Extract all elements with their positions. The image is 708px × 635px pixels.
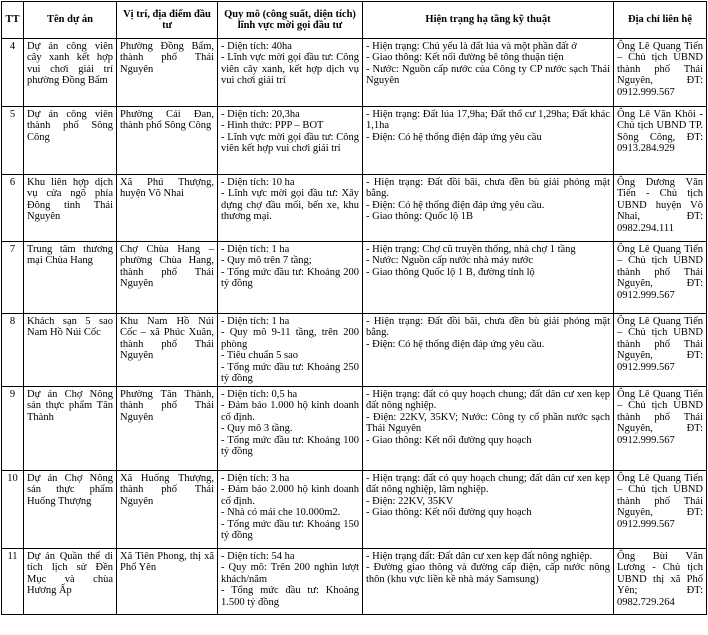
project-scale bbox=[218, 549, 363, 615]
table-row bbox=[2, 387, 707, 471]
row-number: 4 bbox=[2, 39, 24, 107]
header-scale: Quy mô (công suất, diện tích) lĩnh vực mời gọi đầu tư bbox=[218, 2, 363, 39]
project-contact: Ông Lê Quang Tiến – Chủ tịch UBND thành phố Thái Nguyên, ĐT: 0912.999.567 bbox=[614, 471, 707, 549]
project-name: Dự án công viên thành phố Sông Công bbox=[24, 107, 117, 175]
infra-line: - Điện: 22KV, 35KV bbox=[366, 495, 454, 507]
row-number: 11 bbox=[2, 549, 24, 615]
scale-line: - Tổng mức đầu tư: Khoảng 100 tỷ đồng bbox=[221, 434, 359, 458]
header-location: Vị trí, địa điểm đầu tư bbox=[117, 2, 218, 39]
project-contact: Ông Lê Quang Tiến – Chủ tịch UBND thành phố Thái Nguyên, ĐT: 0912.999.567 bbox=[614, 39, 707, 107]
scale-line: - Diện tích: 40ha bbox=[221, 41, 292, 52]
project-name: Dự án Chợ Nông sản thực phẩm Tân Thành bbox=[24, 387, 117, 471]
table-row bbox=[2, 39, 707, 107]
header-contact: Địa chỉ liên hệ bbox=[614, 2, 707, 39]
project-name: Dự án Quần thể di tích lịch sử Đền Mục và chùa Hương Ấp bbox=[24, 549, 117, 615]
project-name: Dự án công viên cây xanh kết hợp vui chơi giải trí phường Đồng Bẩm bbox=[24, 39, 117, 107]
infra-line: - Đường giao thông và đường cấp điện, cấp nước nông thôn (khu vực liền kề nhà máy Samsung) bbox=[366, 562, 610, 585]
infra-line: - Hiện trạng đất: Đất dân cư xen kẹp đất nông nghiệp. bbox=[366, 551, 593, 562]
infra-line: - Điện: Có hệ thống điện đáp ứng yêu cầu. bbox=[366, 338, 545, 350]
scale-line: - Đảm bảo 1.000 hộ kinh doanh cố định. bbox=[221, 400, 359, 423]
project-infra bbox=[363, 471, 614, 549]
infra-line: - Hiện trạng: Chợ cũ truyền thống, nhà chợ 1 tầng bbox=[366, 244, 576, 255]
scale-line: - Lĩnh vực mời gọi đầu tư: Xây dựng chợ đầu mối, bến xe, khu thương mại. bbox=[221, 188, 359, 223]
scale-line: - Diện tích: 54 ha bbox=[221, 551, 295, 562]
project-location: Xã Tiên Phong, thị xã Phổ Yên bbox=[117, 549, 218, 615]
project-contact: Ông Lê Văn Khôi - Chủ tịch UBND TP. Sông Công, ĐT: 0913.284.929 bbox=[614, 107, 707, 175]
projects-table bbox=[1, 1, 707, 615]
project-scale bbox=[218, 242, 363, 314]
infra-line: - Hiện trạng: Chủ yếu là đất lúa và một phần đất ở bbox=[366, 41, 577, 52]
infra-line: - Nước: Nguồn cấp nước nhà máy nước bbox=[366, 255, 533, 267]
infra-line: - Hiện trạng: Đất đồi bãi, chưa đền bù giải phóng mặt bằng. bbox=[366, 177, 610, 200]
infra-line: - Nước: Nguồn cấp nước của Công ty CP nước sạch Thái Nguyên bbox=[366, 63, 610, 87]
scale-line: - Quy mô: Trên 200 nghìn lượt khách/năm bbox=[221, 562, 359, 585]
scale-line: - Diện tích: 10 ha bbox=[221, 177, 295, 188]
project-location: Khu Nam Hồ Núi Cốc – xã Phúc Xuân, thành phố Thái Nguyên bbox=[117, 314, 218, 387]
scale-line: - Đảm bảo 2.000 hộ kinh doanh cố định. bbox=[221, 484, 359, 507]
project-infra bbox=[363, 175, 614, 242]
row-number: 10 bbox=[2, 471, 24, 549]
scale-line: - Diện tích: 20,3ha bbox=[221, 109, 300, 120]
header-name: Tên dự án bbox=[24, 2, 117, 39]
scale-line: - Tổng mức đầu tư: Khoảng 250 tỷ đồng bbox=[221, 361, 359, 385]
infra-line: - Điện: Có hệ thống điện đáp ứng yêu cầu bbox=[366, 131, 542, 143]
row-number: 7 bbox=[2, 242, 24, 314]
table-row bbox=[2, 107, 707, 175]
row-number: 5 bbox=[2, 107, 24, 175]
project-contact: Ông Bùi Văn Lương - Chủ tịch UBND thị xã Phổ Yên; ĐT: 0982.729.264 bbox=[614, 549, 707, 615]
scale-line: - Quy mô 3 tầng. bbox=[221, 423, 293, 435]
project-scale bbox=[218, 314, 363, 387]
header-tt: TT bbox=[2, 2, 24, 39]
scale-line: - Tiêu chuẩn 5 sao bbox=[221, 350, 298, 362]
infra-line: - Giao thông: Quốc lộ 1B bbox=[366, 211, 474, 223]
project-contact: Ông Lê Quang Tiến – Chủ tịch UBND thành phố Thái Nguyên, ĐT: 0912.999.567 bbox=[614, 387, 707, 471]
project-infra bbox=[363, 314, 614, 387]
scale-line: - Quy mô 9-11 tầng, trên 200 phòng bbox=[221, 327, 359, 350]
project-infra bbox=[363, 242, 614, 314]
header-row bbox=[2, 2, 707, 39]
scale-line: - Quy mô trên 7 tầng; bbox=[221, 255, 312, 267]
project-name: Khách sạn 5 sao Nam Hồ Núi Cốc bbox=[24, 314, 117, 387]
table-row bbox=[2, 471, 707, 549]
project-location: Xã Phú Thượng, huyện Võ Nhai bbox=[117, 175, 218, 242]
infra-line: - Hiện trạng: Đất đồi bãi, chưa đền bù giải phóng mặt bằng. bbox=[366, 316, 610, 339]
project-location: Chợ Chùa Hang – phường Chùa Hang, thành phố Thái Nguyên bbox=[117, 242, 218, 314]
project-name: Trung tâm thương mại Chùa Hang bbox=[24, 242, 117, 314]
infra-line: - Giao thông: Kết nối đường quy hoạch bbox=[366, 507, 532, 519]
project-location: Phường Tân Thành, thành phố Thái Nguyên bbox=[117, 387, 218, 471]
project-scale bbox=[218, 107, 363, 175]
project-location: Xã Huống Thượng, thành phố Thái Nguyên bbox=[117, 471, 218, 549]
project-name: Khu liên hợp dịch vụ cửa ngõ phía Đông tỉnh Thái Nguyên bbox=[24, 175, 117, 242]
project-infra bbox=[363, 39, 614, 107]
project-contact: Ông Dương Văn Tiến - Chủ tịch UBND huyện Võ Nhai, ĐT: 0982.294.111 bbox=[614, 175, 707, 242]
infra-line: - Hiện trạng: đất có quy hoạch chung; đất dân cư xen kẹp đất nông nghiệp. bbox=[366, 389, 610, 412]
project-contact: Ông Lê Quang Tiến – Chủ tịch UBND thành phố Thái Nguyên, ĐT: 0912.999.567 bbox=[614, 314, 707, 387]
scale-line: - Diện tích: 1 ha bbox=[221, 316, 290, 327]
infra-line: - Giao thông: Kết nối đường bê tông thuận tiện bbox=[366, 52, 564, 64]
row-number: 9 bbox=[2, 387, 24, 471]
scale-line: - Diện tích: 0,5 ha bbox=[221, 389, 298, 400]
scale-line: - Tổng mức đầu tư: Khoảng 150 tỷ đồng bbox=[221, 518, 359, 542]
project-scale bbox=[218, 471, 363, 549]
scale-line: - Diện tích: 3 ha bbox=[221, 473, 290, 484]
scale-line: - Tổng mức đầu tư: Khoảng 200 tỷ đồng bbox=[221, 266, 359, 290]
project-name: Dự án Chợ Nông sản thực phẩm Huống Thượng bbox=[24, 471, 117, 549]
infra-line: - Điện: 22KV, 35KV; Nước: Công ty cổ phần nước sạch Thái Nguyên bbox=[366, 411, 610, 435]
project-scale bbox=[218, 175, 363, 242]
scale-line: - Lĩnh vực mời gọi đầu tư: Công viên cây xanh, kết hợp dịch vụ vui chơi giải trí bbox=[221, 52, 359, 87]
project-contact: Ông Lê Quang Tiến – Chủ tịch UBND thành phố Thái Nguyên, ĐT: 0912.999.567 bbox=[614, 242, 707, 314]
infra-line: - Điện: Có hệ thống điện đáp ứng yêu cầu. bbox=[366, 199, 545, 211]
scale-line: - Hình thức: PPP – BOT bbox=[221, 120, 324, 132]
scale-line: - Diện tích: 1 ha bbox=[221, 244, 290, 255]
infra-line: - Giao thông Quốc lộ 1 B, đường tỉnh lộ bbox=[366, 266, 535, 278]
table-row bbox=[2, 242, 707, 314]
scale-line: - Tổng mức đầu tư: Khoảng 1.500 tỷ đồng bbox=[221, 585, 359, 608]
infra-line: - Hiện trạng: đất có quy hoạch chung; đất dân cư xen kẹp đất nông nghiệp, lâm nghiệp. bbox=[366, 473, 610, 496]
row-number: 8 bbox=[2, 314, 24, 387]
project-scale bbox=[218, 39, 363, 107]
project-scale bbox=[218, 387, 363, 471]
header-infra: Hiện trạng hạ tầng kỹ thuật bbox=[363, 2, 614, 39]
project-infra bbox=[363, 387, 614, 471]
table-row bbox=[2, 549, 707, 615]
project-infra bbox=[363, 107, 614, 175]
infra-line: - Hiện trạng: Đất lúa 17,9ha; Đất thổ cư 1,29ha; Đất khác 1,1ha bbox=[366, 109, 610, 132]
scale-line: - Lĩnh vực mời gọi đầu tư: Công viên kết hợp vui chơi giải trí bbox=[221, 131, 359, 155]
table-row bbox=[2, 175, 707, 242]
project-location: Phường Đồng Bẩm, thành phố Thái Nguyên bbox=[117, 39, 218, 107]
scale-line: - Nhà có mái che 10.000m2. bbox=[221, 507, 341, 519]
project-infra bbox=[363, 549, 614, 615]
infra-line: - Giao thông: Kết nối đường quy hoạch bbox=[366, 434, 532, 446]
row-number: 6 bbox=[2, 175, 24, 242]
project-location: Phường Cải Đan, thành phố Sông Công bbox=[117, 107, 218, 175]
table-row bbox=[2, 314, 707, 387]
